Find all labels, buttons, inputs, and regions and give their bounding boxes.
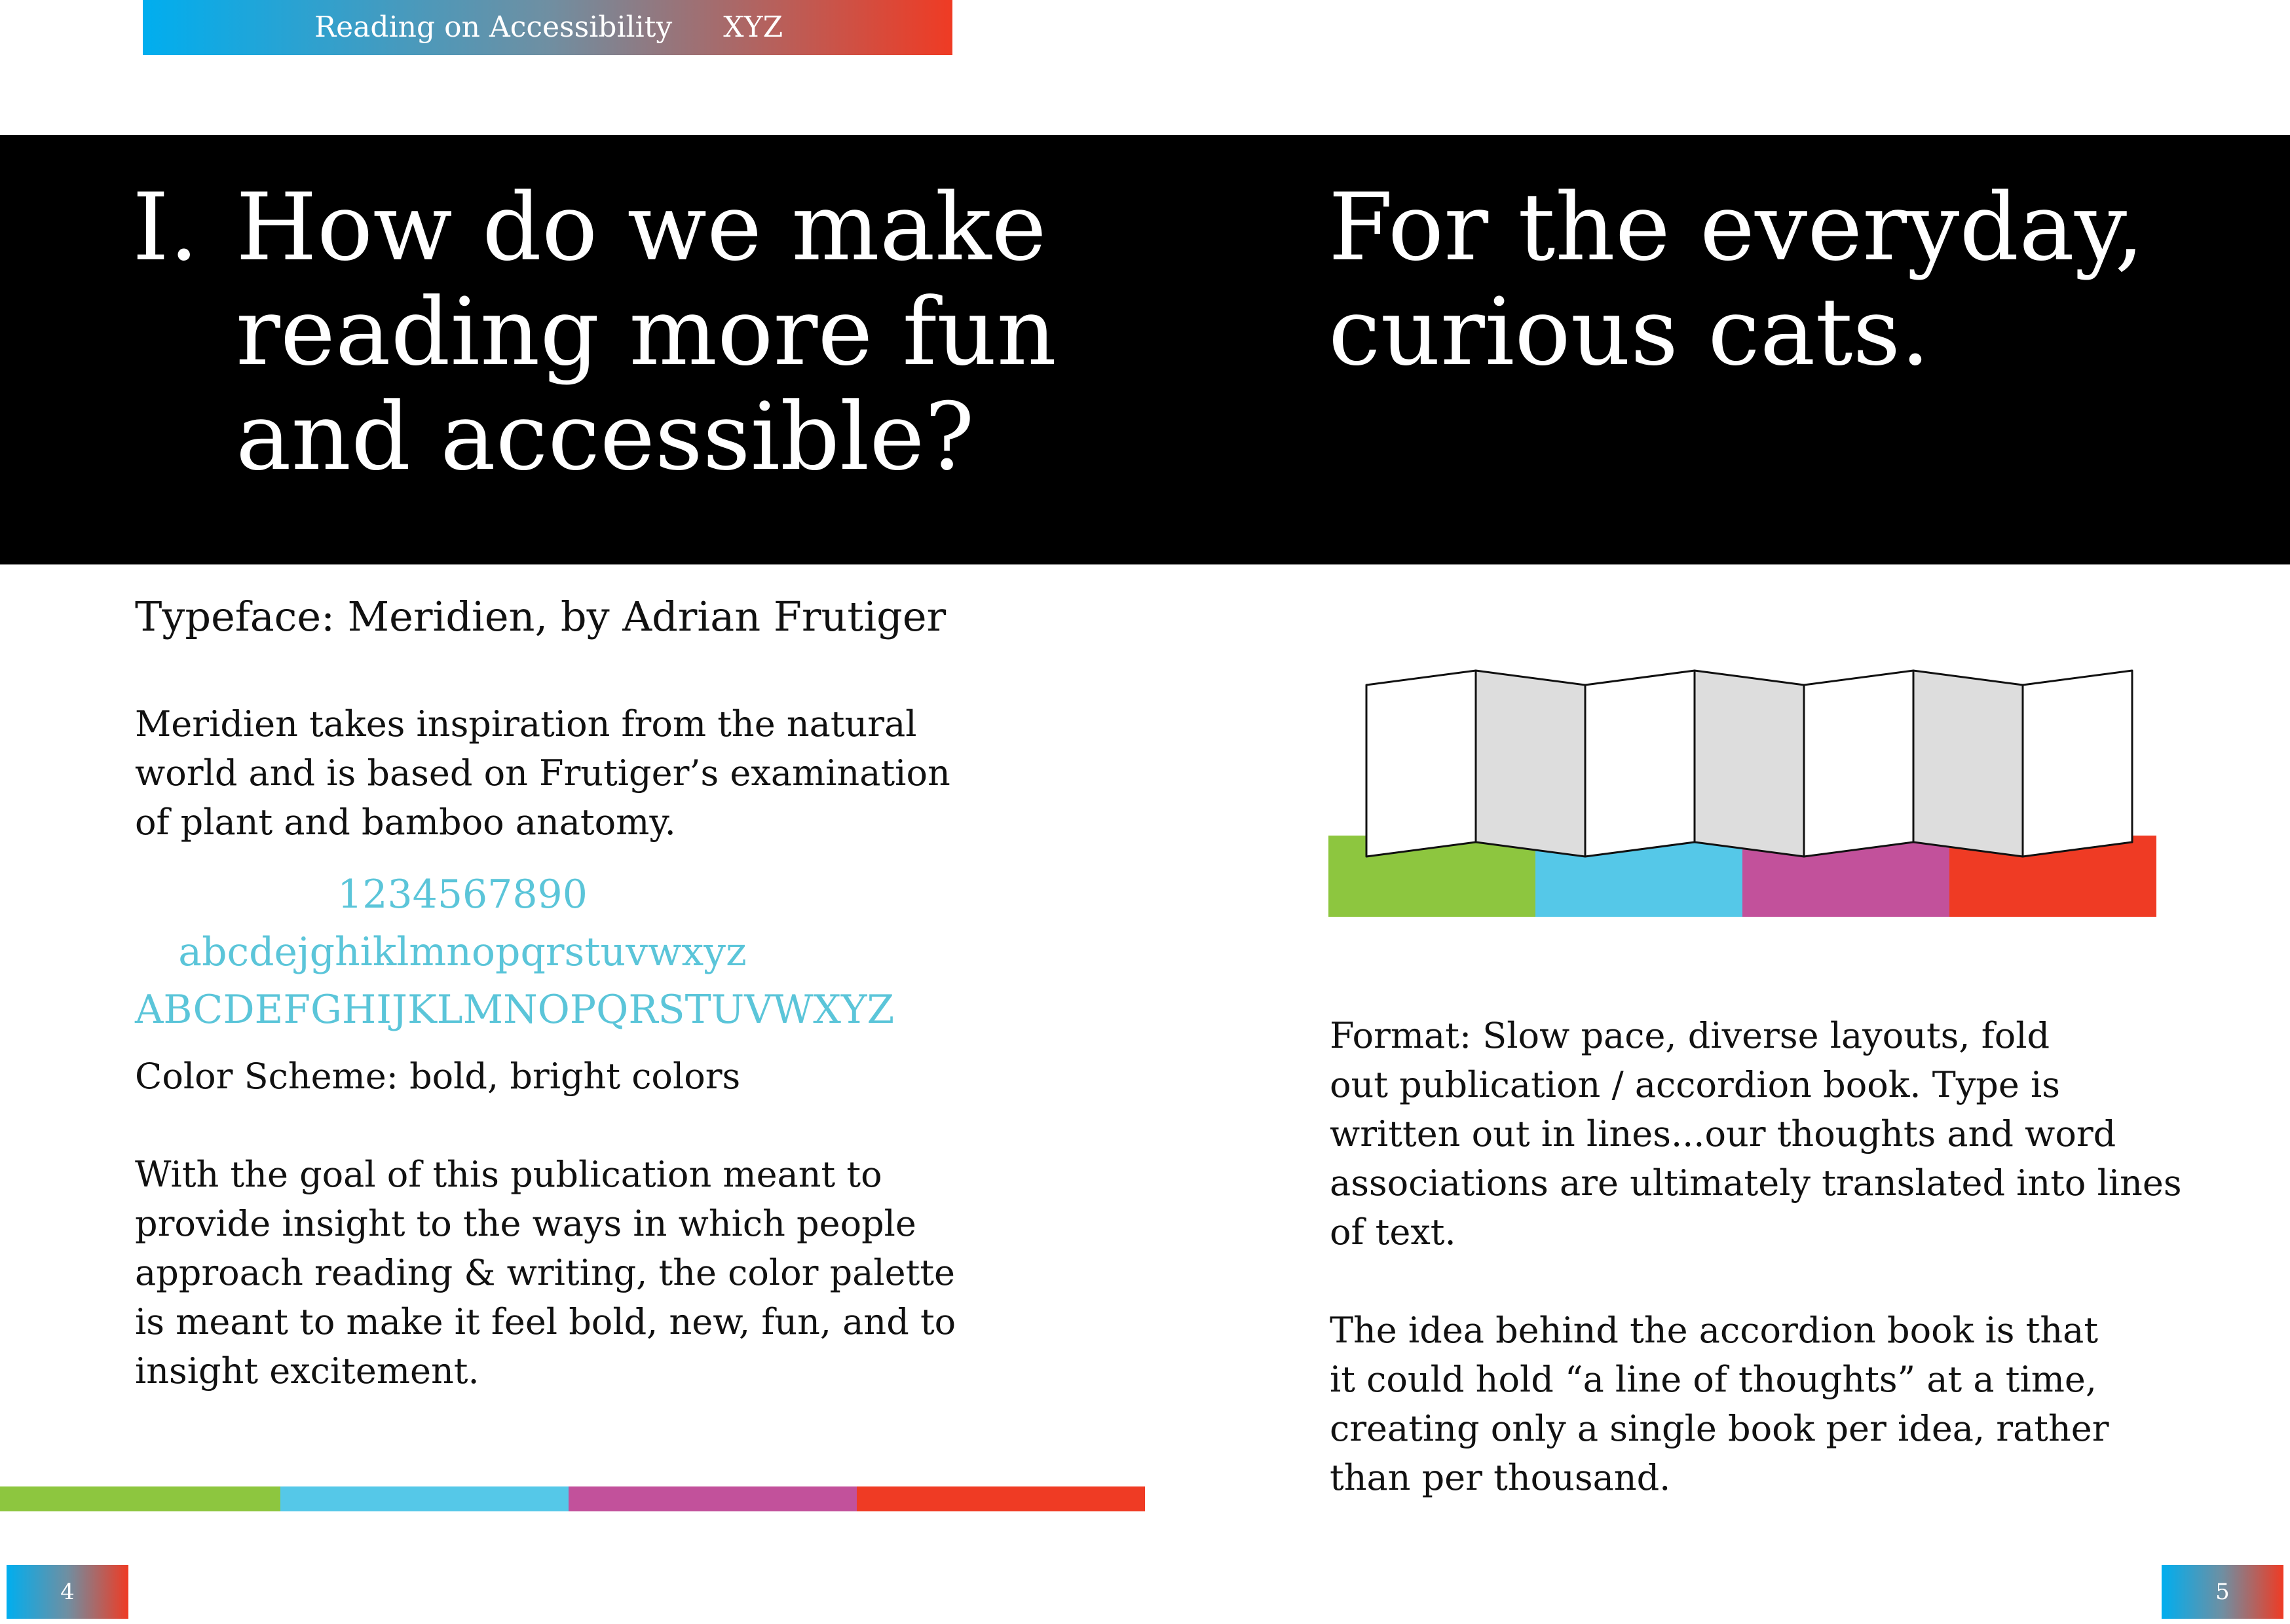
- stripe-blue: [280, 1486, 569, 1511]
- stripe-red: [857, 1486, 1145, 1511]
- text-line: it could hold “a line of thoughts” at a time,: [1330, 1359, 2097, 1400]
- left-page-title: [132, 175, 1057, 490]
- text-line: world and is based on Frutiger’s examination: [135, 752, 950, 794]
- title-line: reading more fun: [236, 278, 1057, 386]
- color-scheme-heading: Color Scheme: bold, bright colors: [135, 1056, 741, 1097]
- right-page-title: [1328, 175, 2144, 385]
- title-line: How do we make: [236, 174, 1047, 282]
- title-line: curious cats.: [1328, 278, 1930, 386]
- specimen-lowercase: abcdejghiklmnopqrstuvwxyz: [178, 929, 747, 975]
- accordion-panel: [1476, 671, 1585, 857]
- publisher-name: XYZ: [723, 10, 783, 44]
- stripe-green: [0, 1486, 280, 1511]
- idea-description: [1330, 1306, 2109, 1502]
- page-number-left: 4: [7, 1565, 128, 1619]
- text-line: Meridien takes inspiration from the natural: [135, 703, 917, 745]
- type-specimen: [135, 866, 895, 1039]
- accordion-panel: [1804, 671, 1913, 857]
- accordion-panel: [1913, 671, 2023, 857]
- specimen-uppercase: ABCDEFGHIJKLMNOPQRSTUVWXYZ: [135, 987, 895, 1033]
- text-line: of plant and bamboo anatomy.: [135, 802, 676, 843]
- color-scheme-description: [135, 1150, 956, 1395]
- accordion-panel: [2023, 671, 2132, 857]
- text-line: written out in lines...our thoughts and word: [1330, 1113, 2116, 1154]
- specimen-numerals: 1234567890: [337, 872, 588, 917]
- page-number-right: 5: [2162, 1565, 2283, 1619]
- accordion-panel: [1585, 671, 1695, 857]
- publication-title: Reading on Accessibility: [314, 10, 673, 44]
- color-stripe: [0, 1486, 1145, 1511]
- text-line: The idea behind the accordion book is that: [1330, 1310, 2099, 1351]
- text-line: creating only a single book per idea, rather: [1330, 1408, 2109, 1449]
- header-bar: [143, 0, 952, 55]
- text-line: than per thousand.: [1330, 1457, 1671, 1498]
- text-line: out publication / accordion book. Type is: [1330, 1064, 2060, 1105]
- meridien-description: [135, 699, 950, 847]
- text-line: of text.: [1330, 1211, 1456, 1253]
- text-line: Format: Slow pace, diverse layouts, fold: [1330, 1015, 2050, 1056]
- text-line: is meant to make it feel bold, new, fun, and to: [135, 1301, 956, 1342]
- text-line: provide insight to the ways in which people: [135, 1203, 916, 1244]
- section-numeral: I.: [132, 174, 199, 282]
- typeface-heading: Typeface: Meridien, by Adrian Frutiger: [135, 593, 947, 640]
- accordion-book-illustration: [1328, 661, 2156, 923]
- text-line: associations are ultimately translated into lines: [1330, 1162, 2182, 1204]
- accordion-panel: [1366, 671, 1476, 857]
- stripe-purple: [569, 1486, 857, 1511]
- accordion-panel: [1695, 671, 1804, 857]
- format-description: [1330, 1011, 2182, 1257]
- text-line: approach reading & writing, the color palette: [135, 1252, 955, 1293]
- text-line: insight excitement.: [135, 1350, 479, 1392]
- title-line: For the everyday,: [1328, 174, 2145, 282]
- text-line: With the goal of this publication meant to: [135, 1154, 882, 1195]
- title-line: and accessible?: [236, 383, 975, 491]
